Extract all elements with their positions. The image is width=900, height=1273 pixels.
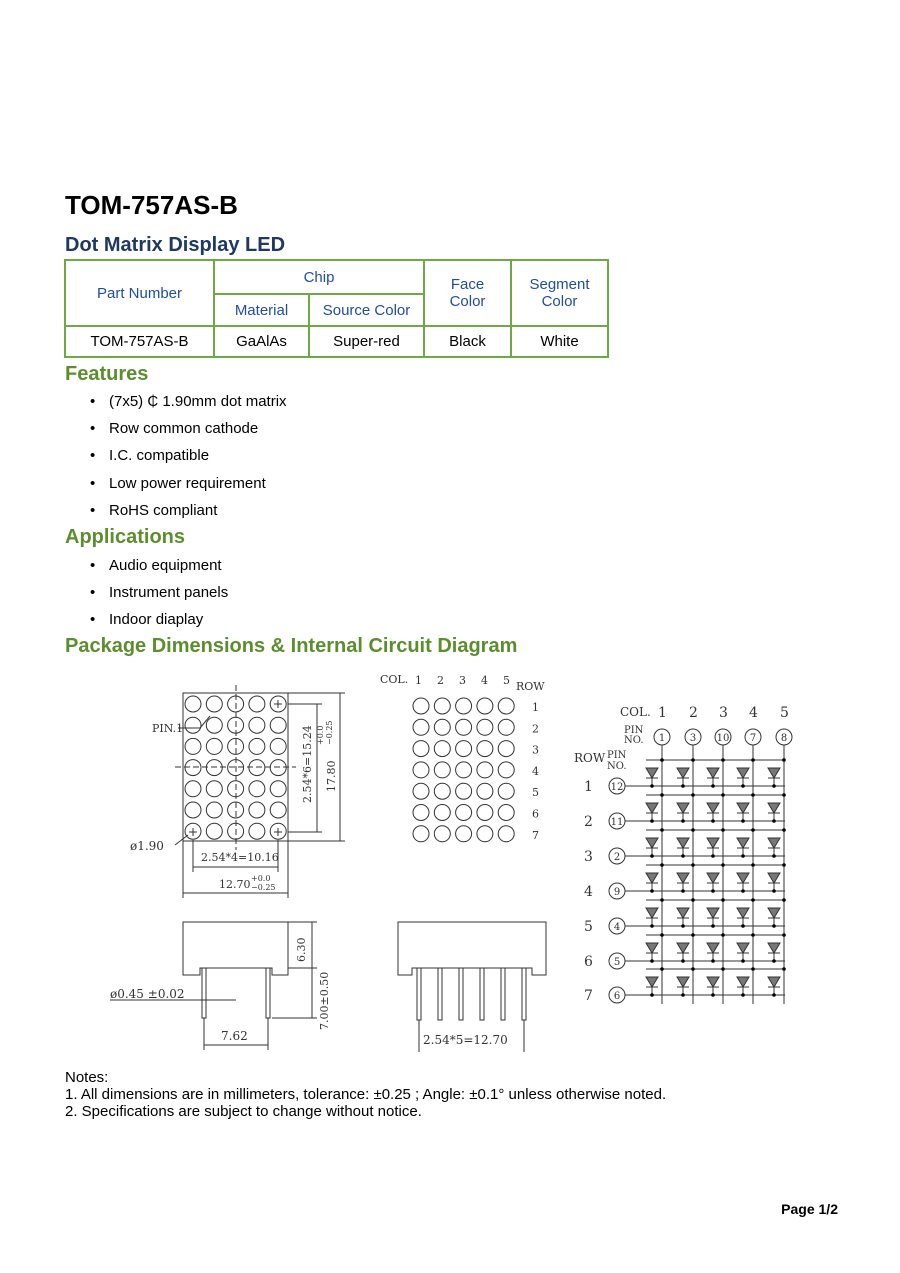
led-dot — [456, 719, 472, 735]
led-dot — [249, 823, 265, 839]
pin — [438, 968, 442, 1020]
diode — [737, 873, 749, 883]
led-dot — [413, 741, 429, 757]
junction-dot — [650, 993, 654, 997]
junction-dot — [751, 758, 755, 762]
pin — [522, 968, 526, 1020]
pin-number: 1 — [658, 733, 666, 744]
numbered-dot-grid — [413, 698, 514, 842]
led-dot — [413, 783, 429, 799]
list-item: • Audio equipment — [90, 557, 228, 584]
led-dot — [185, 781, 201, 797]
led-dot — [249, 781, 265, 797]
junction-dot — [711, 959, 715, 963]
junction-dot — [681, 959, 685, 963]
header-chip: Chip — [214, 260, 424, 294]
circuit-pin-label: PIN — [607, 750, 627, 761]
diode — [737, 908, 749, 918]
junction-dot — [741, 819, 745, 823]
diode — [646, 977, 658, 987]
led-dot — [270, 760, 286, 776]
junction-dot — [772, 819, 776, 823]
diode — [646, 803, 658, 813]
diode — [707, 977, 719, 987]
diode — [737, 803, 749, 813]
row-number: 2 — [532, 722, 539, 736]
header-source-color: Source Color — [309, 294, 424, 326]
junction-dot — [691, 967, 695, 971]
dim-label: 2.54*5=12.70 — [423, 1033, 508, 1047]
header-material: Material — [214, 294, 309, 326]
row-number: 5 — [532, 786, 539, 800]
diode — [707, 943, 719, 953]
diode — [646, 768, 658, 778]
diode — [646, 943, 658, 953]
diode — [677, 977, 689, 987]
junction-dot — [782, 933, 786, 937]
page-title: TOM-757AS-B — [65, 190, 238, 220]
junction-dot — [782, 863, 786, 867]
package-drawing — [0, 660, 900, 1060]
led-dot — [206, 738, 222, 754]
pin-number: 8 — [780, 733, 788, 744]
circuit-row-number: 2 — [584, 814, 593, 830]
junction-dot — [741, 924, 745, 928]
circuit-row-number: 1 — [584, 779, 593, 795]
bottom-outline — [398, 922, 546, 975]
junction-dot — [721, 863, 725, 867]
junction-dot — [721, 967, 725, 971]
circuit-row-label: ROW — [574, 751, 606, 765]
dim-label: 17.80 — [325, 760, 338, 792]
junction-dot — [741, 784, 745, 788]
diode — [707, 873, 719, 883]
diode — [768, 838, 780, 848]
cell-face-color: Black — [424, 326, 511, 357]
pin — [417, 968, 421, 1020]
diode — [677, 908, 689, 918]
pin-number: 2 — [613, 852, 621, 863]
junction-dot — [681, 819, 685, 823]
led-dot — [270, 781, 286, 797]
led-dot — [249, 802, 265, 818]
junction-dot — [721, 758, 725, 762]
junction-dot — [772, 784, 776, 788]
tol-label: −0.25 — [325, 720, 334, 745]
junction-dot — [650, 854, 654, 858]
pin — [501, 968, 505, 1020]
circuit-col-number: 3 — [719, 705, 728, 721]
led-dot — [434, 805, 450, 821]
dim-label: 12.70 — [219, 878, 251, 891]
led-dot — [456, 762, 472, 778]
junction-dot — [782, 898, 786, 902]
circuit-col-number: 2 — [689, 705, 698, 721]
junction-dot — [681, 889, 685, 893]
pin1-leader — [200, 716, 210, 728]
led-dot — [206, 760, 222, 776]
list-item: • Low power requirement — [90, 475, 287, 502]
junction-dot — [691, 758, 695, 762]
pin — [480, 968, 484, 1020]
junction-dot — [711, 784, 715, 788]
led-dot — [434, 719, 450, 735]
junction-dot — [681, 924, 685, 928]
front-view — [175, 685, 345, 898]
diode — [737, 768, 749, 778]
junction-dot — [660, 793, 664, 797]
junction-dot — [681, 993, 685, 997]
col-numbers — [415, 674, 510, 687]
diode — [768, 943, 780, 953]
circuit-row-number: 5 — [584, 919, 593, 935]
list-item: • Instrument panels — [90, 584, 228, 611]
led-dot — [434, 783, 450, 799]
junction-dot — [772, 924, 776, 928]
junction-dot — [681, 854, 685, 858]
note-item: 1. All dimensions are in millimeters, tolerance: ±0.25 ; Angle: ±0.1° unless otherwise noted. — [65, 1086, 667, 1103]
diode — [677, 943, 689, 953]
side-view — [110, 922, 317, 1050]
pin-left — [202, 968, 206, 1018]
led-dot — [434, 826, 450, 842]
junction-dot — [721, 828, 725, 832]
circuit-col-number: 5 — [780, 705, 789, 721]
led-dot — [270, 717, 286, 733]
pin-number: 5 — [613, 957, 621, 968]
led-dot — [249, 717, 265, 733]
diode — [768, 803, 780, 813]
dim-label: 2.54*6=15.24 — [301, 725, 314, 803]
junction-dot — [650, 924, 654, 928]
led-dot — [249, 760, 265, 776]
pin-number: 12 — [610, 782, 624, 793]
junction-dot — [721, 933, 725, 937]
pin-right — [266, 968, 270, 1018]
diode — [707, 838, 719, 848]
led-dot — [270, 738, 286, 754]
junction-dot — [751, 863, 755, 867]
led-dot — [456, 783, 472, 799]
circuit-no-label: NO. — [607, 761, 627, 772]
led-dot — [185, 738, 201, 754]
junction-dot — [691, 793, 695, 797]
led-dot — [206, 823, 222, 839]
led-dot — [498, 719, 514, 735]
junction-dot — [691, 898, 695, 902]
junction-dot — [741, 959, 745, 963]
circuit-no-label: NO. — [624, 735, 644, 746]
circuit-col-number: 4 — [749, 705, 758, 721]
led-dot — [477, 698, 493, 714]
junction-dot — [711, 924, 715, 928]
junction-dot — [782, 758, 786, 762]
package-heading: Package Dimensions & Internal Circuit Diagram — [65, 635, 518, 657]
pin — [459, 968, 463, 1020]
junction-dot — [751, 967, 755, 971]
col-number: 3 — [459, 674, 466, 687]
junction-dot — [772, 854, 776, 858]
led-dot — [185, 717, 201, 733]
led-dot — [498, 698, 514, 714]
row-number: 4 — [532, 764, 539, 778]
junction-dot — [782, 793, 786, 797]
cell-segment-color: White — [511, 326, 608, 357]
junction-dot — [660, 758, 664, 762]
pin-number: 3 — [689, 733, 697, 744]
col-number: 1 — [415, 674, 422, 687]
row-number: 7 — [532, 828, 539, 842]
led-dot — [270, 802, 286, 818]
diode — [646, 873, 658, 883]
diode — [707, 768, 719, 778]
pin-number: 9 — [613, 887, 621, 898]
diode — [646, 908, 658, 918]
led-dot — [456, 741, 472, 757]
led-dot — [498, 762, 514, 778]
led-dot — [434, 762, 450, 778]
diode — [677, 768, 689, 778]
circuit-row-number: 6 — [584, 954, 593, 970]
cell-material: GaAlAs — [214, 326, 309, 357]
header-segment-color: Segment Color — [511, 260, 608, 326]
col-number: 4 — [481, 674, 488, 687]
junction-dot — [660, 933, 664, 937]
led-dot — [498, 783, 514, 799]
led-dot — [456, 805, 472, 821]
row-numbers — [532, 701, 539, 842]
junction-dot — [772, 959, 776, 963]
junction-dot — [751, 898, 755, 902]
led-dot — [477, 762, 493, 778]
diode — [768, 873, 780, 883]
list-item: • (7x5) ₵ 1.90mm dot matrix — [90, 393, 287, 420]
pin-number: 7 — [749, 733, 757, 744]
circuit-row-number: 4 — [584, 884, 593, 900]
col-number: 2 — [437, 674, 444, 687]
junction-dot — [660, 967, 664, 971]
dim-label: 2.54*4=10.16 — [201, 851, 279, 864]
junction-dot — [782, 828, 786, 832]
diode — [737, 977, 749, 987]
row-label: ROW — [516, 680, 545, 693]
junction-dot — [660, 828, 664, 832]
led-dot — [185, 760, 201, 776]
junction-dot — [721, 898, 725, 902]
pin-number: 10 — [716, 733, 730, 744]
led-dot — [206, 717, 222, 733]
col-label: COL. — [380, 673, 409, 686]
led-dot — [413, 698, 429, 714]
junction-dot — [650, 784, 654, 788]
junction-dot — [691, 863, 695, 867]
header-face-color: Face Color — [424, 260, 511, 326]
list-item: • Row common cathode — [90, 420, 287, 447]
applications-heading: Applications — [65, 526, 186, 548]
led-dot — [413, 719, 429, 735]
junction-dot — [691, 933, 695, 937]
list-item: • Indoor diaplay — [90, 611, 228, 638]
pin-number: 6 — [613, 991, 621, 1002]
junction-dot — [711, 854, 715, 858]
junction-dot — [650, 889, 654, 893]
diode — [677, 873, 689, 883]
led-dot — [477, 741, 493, 757]
header-part-number: Part Number — [65, 260, 214, 326]
cell-source-color: Super-red — [309, 326, 424, 357]
diode — [768, 768, 780, 778]
led-dot — [477, 826, 493, 842]
tol-label: +0.0 — [251, 874, 271, 883]
dot-dia-label: ø1.90 — [130, 839, 164, 853]
led-dot — [206, 781, 222, 797]
dim-label: 7.62 — [221, 1029, 248, 1043]
diode — [737, 838, 749, 848]
dim-label: 6.30 — [295, 937, 308, 962]
diode — [677, 803, 689, 813]
notes-heading: Notes: — [65, 1069, 109, 1086]
circuit-col-label: COL. — [620, 705, 651, 719]
led-dot — [477, 783, 493, 799]
row-number: 6 — [532, 807, 539, 821]
diode — [768, 977, 780, 987]
col-number: 5 — [503, 674, 510, 687]
features-heading: Features — [65, 363, 149, 385]
led-dot — [477, 805, 493, 821]
pin-number: 4 — [613, 922, 621, 933]
pin1-label: PIN.1 — [152, 722, 184, 735]
junction-dot — [660, 863, 664, 867]
led-dot — [498, 741, 514, 757]
spec-table — [64, 259, 609, 358]
circuit-pin-label: PIN — [624, 725, 644, 736]
note-item: 2. Specifications are subject to change without notice. — [65, 1103, 422, 1120]
led-dot — [249, 738, 265, 754]
circuit-col-number: 1 — [658, 705, 667, 721]
bottom-pins — [417, 968, 526, 1020]
page-number: Page 1/2 — [781, 1201, 838, 1217]
led-dot — [456, 826, 472, 842]
led-dot — [498, 805, 514, 821]
led-dot — [434, 741, 450, 757]
junction-dot — [660, 898, 664, 902]
diode — [677, 838, 689, 848]
tol-label: −0.25 — [251, 883, 276, 892]
led-dot — [206, 696, 222, 712]
junction-dot — [681, 784, 685, 788]
diode — [768, 908, 780, 918]
circuit-row-number: 3 — [584, 849, 593, 865]
junction-dot — [741, 889, 745, 893]
junction-dot — [650, 959, 654, 963]
dot-dia-leader — [175, 835, 188, 845]
junction-dot — [782, 967, 786, 971]
notes-block — [65, 1069, 666, 1120]
diode — [646, 838, 658, 848]
led-dot — [456, 698, 472, 714]
junction-dot — [650, 819, 654, 823]
side-outline — [183, 922, 288, 975]
led-dot — [413, 826, 429, 842]
led-dot — [185, 696, 201, 712]
junction-dot — [751, 793, 755, 797]
junction-dot — [711, 819, 715, 823]
led-dot — [477, 719, 493, 735]
led-dot — [206, 802, 222, 818]
led-dot — [434, 698, 450, 714]
junction-dot — [741, 993, 745, 997]
led-dot — [185, 802, 201, 818]
junction-dot — [721, 793, 725, 797]
circuit-row-number: 7 — [584, 988, 593, 1004]
list-item: • I.C. compatible — [90, 447, 287, 474]
dim-label: 7.00±0.50 — [318, 971, 331, 1030]
diode — [707, 803, 719, 813]
led-dot — [498, 826, 514, 842]
led-dot — [249, 696, 265, 712]
junction-dot — [741, 854, 745, 858]
led-dot — [413, 805, 429, 821]
features-list — [90, 393, 287, 529]
pin-number: 11 — [610, 817, 624, 828]
page-subtitle: Dot Matrix Display LED — [65, 234, 286, 256]
junction-dot — [751, 933, 755, 937]
junction-dot — [751, 828, 755, 832]
row-number: 3 — [532, 743, 539, 757]
junction-dot — [772, 889, 776, 893]
cell-part-number: TOM-757AS-B — [65, 326, 214, 357]
junction-dot — [711, 889, 715, 893]
dim-label: ø0.45 ±0.02 — [110, 987, 185, 1001]
led-dot — [413, 762, 429, 778]
tol-label: +0.0 — [316, 725, 325, 745]
junction-dot — [772, 993, 776, 997]
list-item: • RoHS compliant — [90, 502, 287, 529]
row-number: 1 — [532, 701, 539, 714]
applications-list — [90, 557, 228, 639]
diode — [707, 908, 719, 918]
diode — [737, 943, 749, 953]
junction-dot — [711, 993, 715, 997]
junction-dot — [691, 828, 695, 832]
